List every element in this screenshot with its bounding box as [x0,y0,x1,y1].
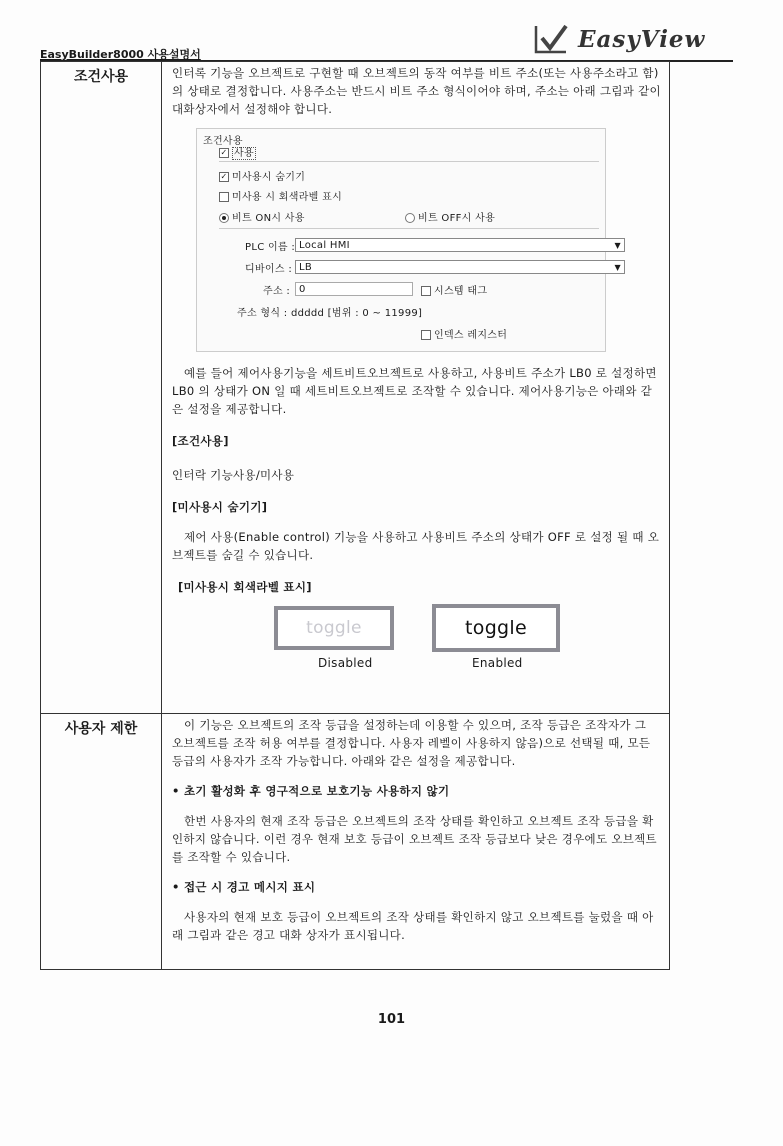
enable-checkbox[interactable]: ✓ 사용 [220,148,254,159]
gray-label-checkbox[interactable]: 미사용 시 회색라벨 표시 [219,189,342,207]
content-table [40,61,670,970]
checkbox-icon [421,330,431,340]
dropdown-arrow-icon: ▼ [614,263,621,272]
condition-dialog [196,128,621,352]
divider [219,228,599,229]
section-content-user-restriction [162,714,670,970]
address-input[interactable]: 0 [295,282,413,296]
caption-disabled: Disabled [318,656,373,670]
radio-icon [405,213,415,223]
example-paragraph: 예를 들어 제어사용기능을 세트비트오브젝트로 사용하고, 사용비트 주소가 LB0 로 설정하면 LB0 의 상태가 ON 일 때 세트비트오브젝트로 조작할 수 있습니다. 제어사용기능은 아래와 같은 설정을 제공합니다. [172,366,657,416]
bullet-heading-2: • 접근 시 경고 메시지 표시 [172,880,316,894]
checkbox-checked-icon: ✓ [220,172,228,181]
logo-text: EasyView [578,26,706,53]
section-content-condition [162,62,670,714]
heading-hide: [미사용시 숨기기] [172,500,268,514]
plc-name-label: PLC 이름 : [245,242,296,253]
bit-on-radio[interactable]: 비트 ON시 사용 [219,210,305,228]
system-tag-checkbox[interactable]: 시스템 태그 [421,283,487,301]
bullet-text-2: 사용자의 현재 보호 등급이 오브젝트의 조작 상태를 확인하지 않고 오브젝트를 눌렀을 때 아래 그림과 같은 경고 대화 상자가 표시됩니다. [172,910,654,942]
checkbox-checked-icon: ✓ [220,148,228,157]
toggle-disabled-button: toggle [274,606,394,650]
bit-off-radio[interactable]: 비트 OFF시 사용 [405,210,495,228]
divider [219,161,599,162]
heading-condition: [조건사용] [172,434,229,448]
table-row [41,62,670,714]
bullet-heading-1: • 초기 활성화 후 영구적으로 보호기능 사용하지 않기 [172,784,450,798]
section-label-condition: 조건사용 [41,62,162,714]
bullet-text-1: 한번 사용자의 현재 조작 등급은 오브젝트의 조작 상태를 확인하고 오브젝트 조작 등급을 확인하지 않습니다. 이런 경우 현재 보호 등급이 오브젝트 조작 등급보다 낮은 경우에도 오브젝트를 조작할 수 있습니다. [172,814,657,864]
condition-text: 인터락 기능사용/미사용 [172,468,295,482]
checkbox-icon [219,192,229,202]
dropdown-arrow-icon: ▼ [614,241,621,250]
toggle-example [172,606,661,678]
index-register-checkbox[interactable]: 인덱스 레지스터 [421,327,507,345]
heading-gray-label: [미사용시 회색라벨 표시] [178,580,312,594]
page-number: 101 [377,1012,406,1027]
hide-text: 제어 사용(Enable control) 기능을 사용하고 사용비트 주소의 상태가 OFF 로 설정 될 때 오브젝트를 숨길 수 있습니다. [172,530,660,562]
device-label: 디바이스 : [245,264,292,275]
toggle-enabled-button: toggle [432,604,560,652]
address-format-text: 주소 형식 : ddddd [범위 : 0 ~ 11999] [237,308,423,319]
plc-name-select[interactable]: Local HMI ▼ [295,238,625,252]
device-select[interactable]: LB ▼ [295,260,625,274]
section-label-user-restriction: 사용자 제한 [41,714,162,970]
intro-paragraph: 인터록 기능을 오브젝트로 구현할 때 오브젝트의 동작 여부를 비트 주소(또는 사용주소라고 함)의 상태로 결정합니다. 사용주소는 반드시 비트 주소 형식이어야 하며, 주소는 아래 그림과 같이 대화상자에서 설정해야 합니다. [172,66,661,116]
caption-enabled: Enabled [472,656,523,670]
address-label: 주소 : [263,286,291,297]
checkbox-icon [421,286,431,296]
dialog-group-title: 조건사용 [203,136,243,147]
radio-selected-icon [219,213,229,223]
document-title: EasyBuilder8000 사용설명서 [40,48,201,61]
table-row [41,714,670,970]
hide-when-disabled-checkbox[interactable]: ✓ 미사용시 숨기기 [220,172,306,183]
user-restriction-intro: 이 기능은 오브젝트의 조작 등급을 설정하는데 이용할 수 있으며, 조작 등급은 조작자가 그 오브젝트를 조작 허용 여부를 결정합니다. 사용자 레벨이 사용하지 않음)으로 선택될 때, 모든 등급의 사용자가 조작 가능합니다. 아래와 같은 설정을 제공합니다. [172,718,651,768]
